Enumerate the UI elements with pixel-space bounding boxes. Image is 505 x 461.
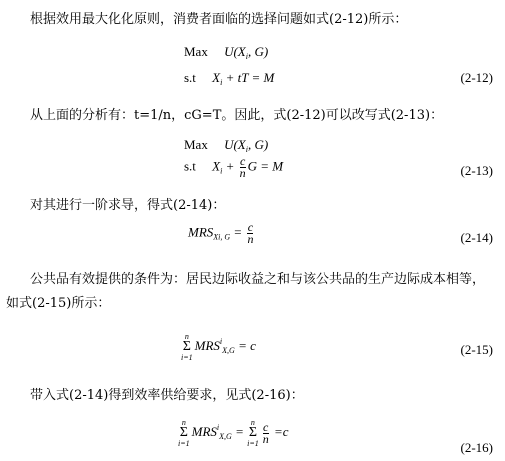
eq-2-15-number: (2-15) (460, 342, 493, 357)
paragraph-derivative: 对其进行一阶求导，得式(2-14)： (30, 198, 226, 213)
paragraph-utility-max: 根据效用最大化化原则，消费者面临的选择问题如式(2-12)所示： (30, 12, 408, 27)
frac-num: c (263, 419, 269, 434)
utility-sub: i (245, 52, 248, 61)
constraint-rest: + tT = M (222, 70, 275, 85)
mrs-sub: X,G (219, 431, 232, 441)
summation (178, 418, 190, 448)
sigma-symbol: Σ (179, 425, 188, 440)
equals: = (230, 224, 246, 240)
fraction-c-over-n (240, 156, 246, 179)
sum-lower: i=1 (181, 353, 193, 362)
st-label: s.t (184, 158, 196, 174)
paragraph-public-good-line1: 公共品有效提供的条件为：居民边际收益之和与该公共品的生产边际成本相等， (30, 272, 486, 287)
eq-2-14 (188, 222, 255, 245)
constraint-x: X (212, 70, 221, 85)
mrs-lhs: MRS (188, 224, 214, 240)
max-label: Max (184, 137, 208, 152)
sum2-lower: i=1 (247, 439, 259, 448)
sigma-symbol: Σ (182, 339, 191, 354)
rhs: = c (234, 337, 256, 353)
constraint-sub: i (220, 166, 223, 176)
constraint-x: X (212, 158, 221, 174)
fraction-c-over-n (247, 222, 253, 245)
sigma-symbol-2: Σ (248, 425, 257, 440)
eq-2-13-line2 (184, 156, 283, 179)
eq-2-13-line1 (184, 137, 268, 154)
eq-2-16 (178, 418, 289, 448)
frac-den: n (262, 431, 269, 446)
summation-2 (247, 418, 259, 448)
max-label: Max (184, 44, 208, 59)
eq-2-12-line2 (184, 70, 274, 87)
utility-rest: , G) (248, 137, 269, 152)
st-label: s.t (184, 70, 196, 85)
eq-2-14-number: (2-14) (460, 230, 493, 245)
sum2-upper: n (250, 418, 255, 427)
mrs-sup: i (219, 336, 223, 346)
paragraph-efficiency: 带入式(2-14)得到效率供给要求，见式(2-16)： (30, 388, 304, 403)
mrs-sub: Xi, G (213, 232, 231, 242)
mrs: MRS (191, 423, 217, 439)
mrs-sub: X,G (222, 345, 235, 355)
sum-upper: n (181, 418, 186, 427)
summation (181, 332, 193, 362)
constraint-rest: G = M (247, 158, 284, 174)
mrs: MRS (194, 337, 220, 353)
eq-2-12-number: (2-12) (460, 70, 493, 85)
paragraph-analysis: 从上面的分析有：t=1/n，cG=T。因此，式(2-12)可以改写式(2-13)： (30, 108, 444, 123)
constraint-plus: + (222, 158, 238, 174)
frac-num: c (247, 220, 254, 234)
utility-rest: , G) (248, 44, 269, 59)
frac-den: n (239, 166, 246, 180)
constraint-sub: i (220, 78, 223, 87)
sum-lower: i=1 (178, 439, 190, 448)
eq-2-15 (181, 332, 256, 362)
fraction-c-over-n (262, 419, 269, 446)
frac-den: n (247, 232, 254, 246)
utility-sub: i (245, 145, 248, 154)
paragraph-public-good-line2: 如式(2-15)所示： (6, 296, 111, 311)
sum-upper: n (184, 332, 189, 341)
utility-expr: U(X (224, 137, 246, 152)
rhs: =c (270, 423, 289, 439)
frac-num: c (239, 154, 246, 168)
eq-2-13-number: (2-13) (460, 163, 493, 178)
eq-2-12-line1 (184, 44, 268, 61)
equals: = (231, 423, 248, 439)
eq-2-16-number: (2-16) (460, 440, 493, 455)
mrs-sup: i (216, 422, 220, 432)
utility-expr: U(X (224, 44, 246, 59)
